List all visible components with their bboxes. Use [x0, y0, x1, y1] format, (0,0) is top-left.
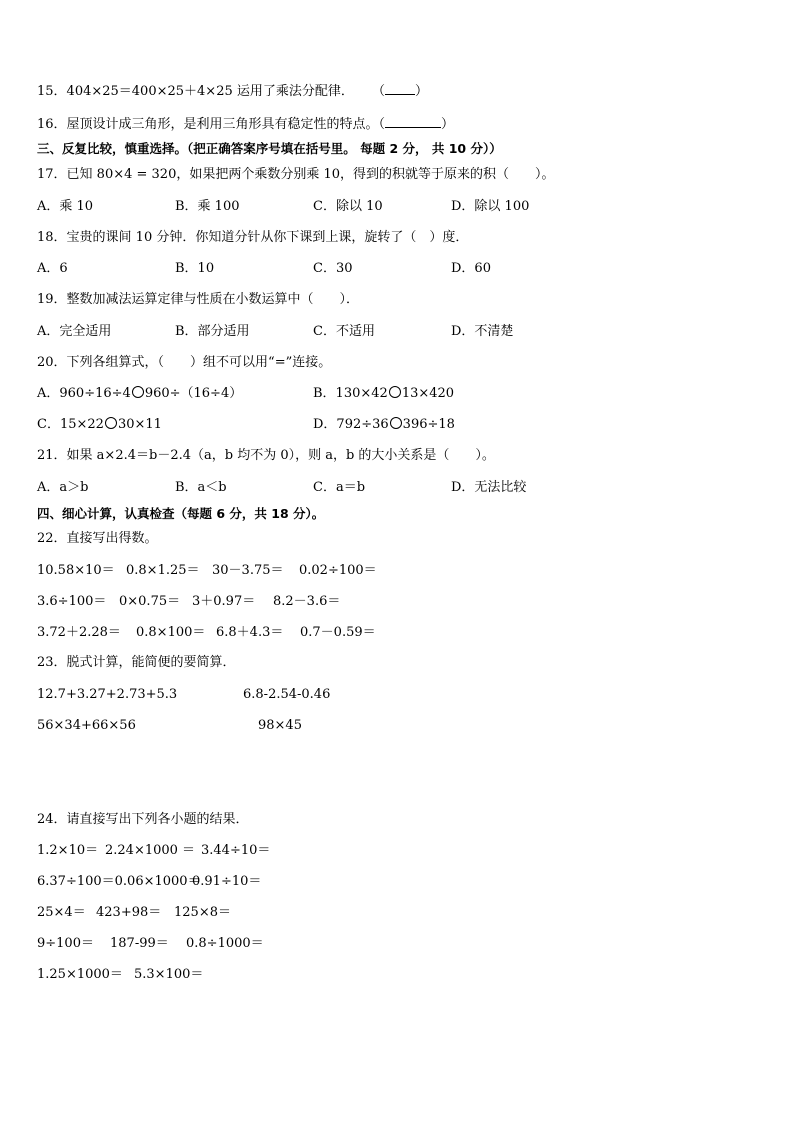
q17-option-d[interactable]: D．除以 100 [451, 199, 530, 214]
q17-option-a[interactable]: A．乘 10 [37, 199, 94, 214]
calc-item: 3.72＋2.28＝ [37, 625, 121, 640]
section-4-title: 四、细心计算，认真检查（每题 6 分，共 18 分）。 [37, 506, 325, 521]
q17-option-b[interactable]: B．乘 100 [175, 199, 240, 214]
calc-item: 0.7－0.59＝ [300, 625, 376, 640]
section-3-title: 三、反复比较，慎重选择。（把正确答案序号填在括号里。 每题 2 分， 共 10 分）） [37, 141, 502, 156]
q21-option-c[interactable]: C．a＝b [313, 480, 366, 495]
calc-item: 0.91÷10＝ [192, 874, 262, 889]
question-16 [37, 115, 454, 134]
q18-option-d[interactable]: D．60 [451, 261, 491, 276]
calc-item: 0.8×1.25＝ [126, 563, 200, 578]
calc-item: 9÷100＝ [37, 936, 94, 951]
calc-item: 25×4＝ [37, 905, 86, 920]
calc-item: 6.37÷100＝0.06×1000＝ [37, 874, 201, 889]
circle-icon [132, 386, 144, 398]
calc-item: 6.8-2.54-0.46 [243, 687, 331, 702]
calc-item: 0.8×100＝ [136, 625, 206, 640]
question-18-text: 18．宝贵的课间 10 分钟．你知道分针从你下课到上课，旋转了（ ）度． [37, 230, 469, 245]
q19-option-c[interactable]: C．不适用 [313, 324, 375, 339]
option-right: 960÷（16÷4） [144, 386, 243, 401]
question-19-text: 19．整数加减法运算定律与性质在小数运算中（ ）． [37, 292, 360, 307]
q18-option-a[interactable]: A．6 [37, 261, 68, 276]
q20-option-b[interactable] [313, 385, 454, 403]
calc-item: 0×0.75＝ [119, 594, 181, 609]
q19-option-d[interactable]: D．不清楚 [451, 324, 514, 339]
option-left: D．792÷36 [313, 417, 389, 432]
paren-close: ） [441, 117, 455, 132]
answer-blank[interactable] [385, 115, 441, 128]
calc-item: 2.24×1000 ＝ [105, 843, 196, 858]
question-15 [37, 82, 428, 101]
question-15-text: 15．404×25＝400×25＋4×25 运用了乘法分配律． [37, 84, 354, 99]
calc-item: 0.8÷1000＝ [186, 936, 264, 951]
calc-item: 187-99＝ [110, 936, 169, 951]
q19-option-b[interactable]: B．部分适用 [175, 324, 250, 339]
q21-option-b[interactable]: B．a＜b [175, 480, 227, 495]
calc-item: 125×8＝ [174, 905, 231, 920]
option-right: 396÷18 [402, 417, 455, 432]
q21-option-d[interactable]: D．无法比较 [451, 480, 527, 495]
question-22-text: 22．直接写出得数。 [37, 531, 158, 546]
calc-item: 1.25×1000＝ [37, 967, 123, 982]
q20-option-d[interactable] [313, 416, 455, 434]
circle-icon [390, 417, 402, 429]
option-left: A．960÷16÷4 [37, 386, 131, 401]
q19-option-a[interactable]: A．完全适用 [37, 324, 112, 339]
q17-option-c[interactable]: C．除以 10 [313, 199, 383, 214]
question-24-text: 24．请直接写出下列各小题的结果． [37, 812, 249, 827]
paren-open: （ [372, 84, 386, 99]
circle-icon [389, 386, 401, 398]
q18-option-c[interactable]: C．30 [313, 261, 353, 276]
calc-item: 6.8＋4.3＝ [216, 625, 284, 640]
question-20-text: 20．下列各组算式，（ ）组不可以用“=”连接。 [37, 355, 332, 370]
question-16-text: 16．屋顶设计成三角形，是利用三角形具有稳定性的特点。（ [37, 117, 386, 132]
calc-item: 3.6÷100＝ [37, 594, 107, 609]
q21-option-a[interactable]: A．a＞b [37, 480, 89, 495]
calc-item: 3.44÷10＝ [201, 843, 271, 858]
answer-blank[interactable] [385, 82, 415, 95]
calc-item: 1.2×10＝ [37, 843, 99, 858]
calc-item: 30－3.75＝ [212, 563, 284, 578]
q20-option-c[interactable] [37, 416, 162, 434]
option-right: 30×11 [117, 417, 162, 432]
calc-item: 3＋0.97＝ [192, 594, 256, 609]
calc-item: 0.02÷100＝ [299, 563, 377, 578]
calc-item: 10.58×10＝ [37, 563, 115, 578]
question-21-text: 21．如果 a×2.4＝b－2.4（a，b 均不为 0），则 a，b 的大小关系是（ ）。 [37, 448, 495, 463]
option-left: B．130×42 [313, 386, 388, 401]
calc-item: 5.3×100＝ [134, 967, 204, 982]
calc-item: 12.7+3.27+2.73+5.3 [37, 687, 178, 702]
question-23-text: 23．脱式计算，能简便的要简算． [37, 655, 236, 670]
q18-option-b[interactable]: B．10 [175, 261, 215, 276]
option-left: C．15×22 [37, 417, 104, 432]
paren-close: ） [415, 84, 429, 99]
circle-icon [105, 417, 117, 429]
calc-item: 98×45 [258, 718, 302, 733]
q20-option-a[interactable] [37, 385, 242, 403]
calc-item: 423+98＝ [96, 905, 162, 920]
calc-item: 56×34+66×56 [37, 718, 136, 733]
option-right: 13×420 [401, 386, 455, 401]
calc-item: 8.2－3.6＝ [273, 594, 341, 609]
question-17-text: 17．已知 80×4 = 320，如果把两个乘数分别乘 10，得到的积就等于原来的积（ ）。 [37, 167, 555, 182]
